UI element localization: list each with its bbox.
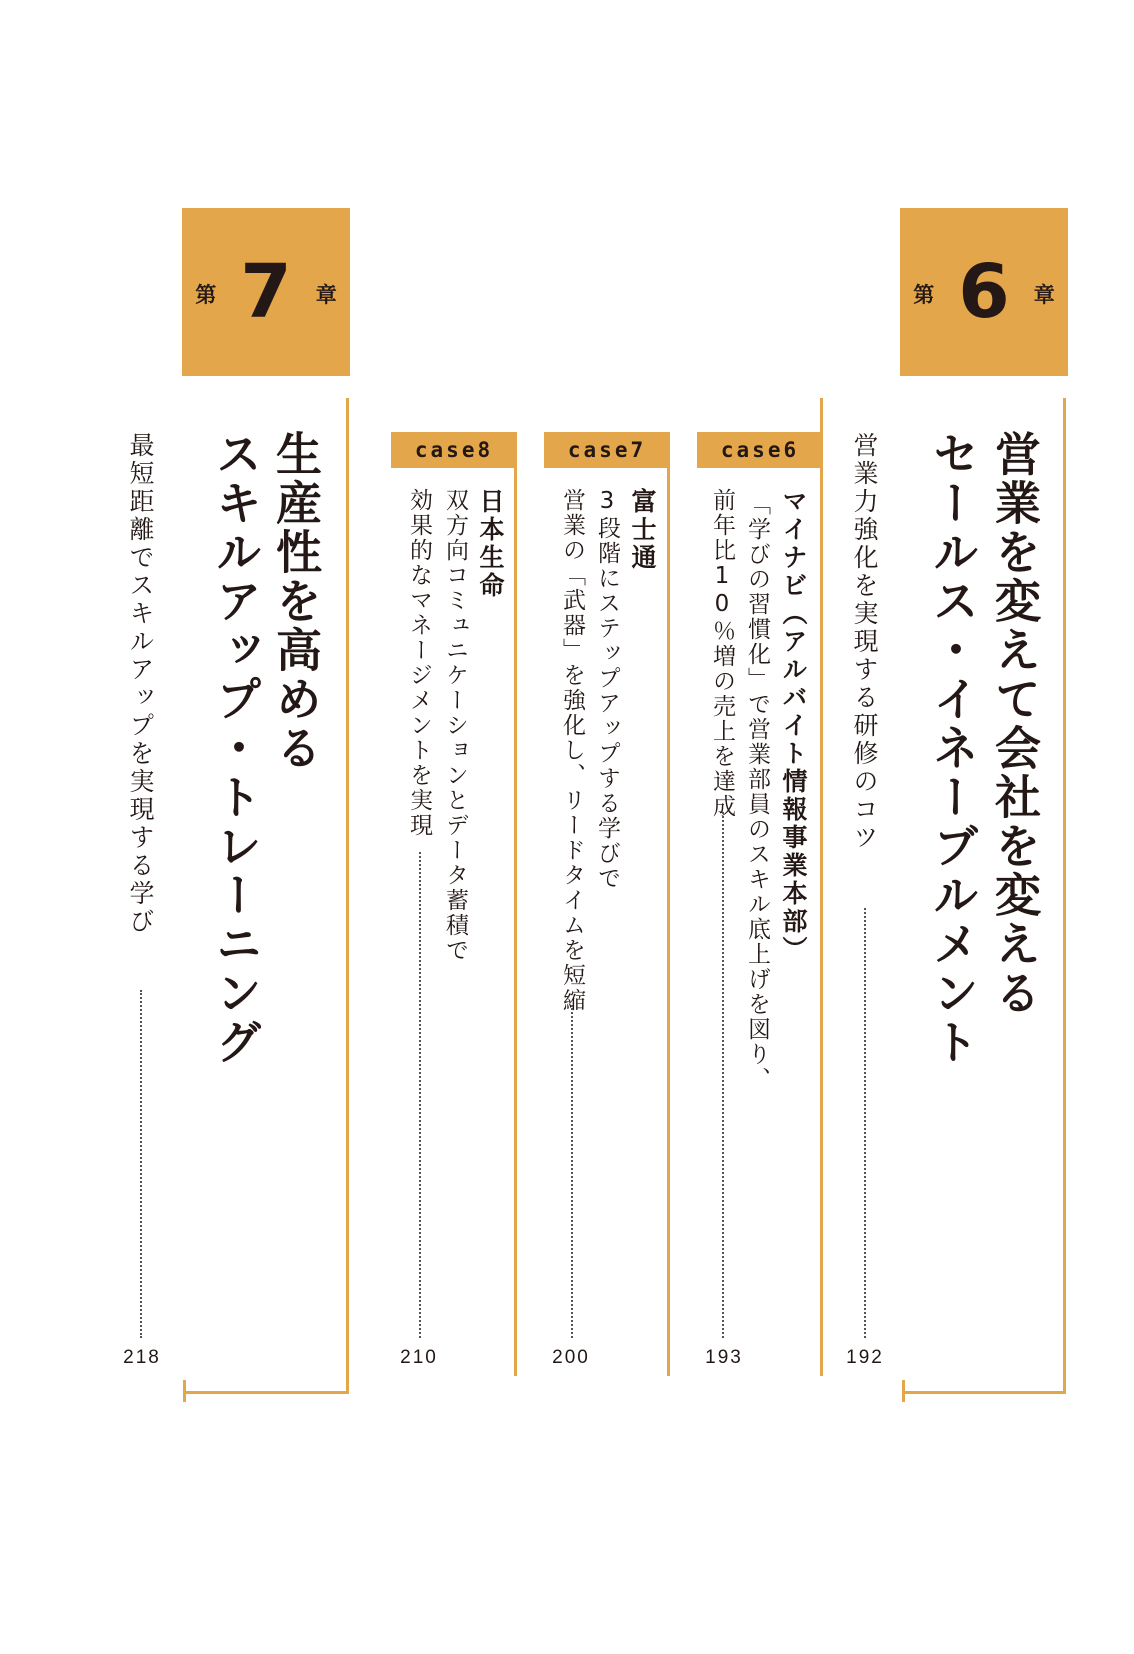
- chapter6-suffix: 章: [1033, 283, 1055, 307]
- chapter7-number: 7: [240, 249, 292, 335]
- chapter7-title-line2: スキルアップ・トレーニング: [209, 430, 263, 1067]
- case7-divider: [667, 432, 670, 1376]
- case8-divider: [514, 432, 517, 1376]
- chapter7-frame-bottom: [183, 1391, 349, 1394]
- case6-tag: case6: [720, 438, 800, 462]
- case6-leader: [722, 812, 724, 1338]
- case8-company[interactable]: 日本生命: [476, 488, 505, 600]
- case7-desc-line2: 営業の「武器」を強化し、リードタイムを短縮: [559, 488, 585, 1013]
- chapter6-entry[interactable]: 営業力強化を実現する研修のコツ: [850, 432, 879, 852]
- case8-desc-line1: 双方向コミュニケーションとデータ蓄積で: [442, 488, 468, 963]
- chapter6-title-line2: セールス・イネーブルメント: [926, 430, 980, 1067]
- chapter6-frame-tick: [902, 1380, 905, 1402]
- case6-page: 193: [705, 1347, 743, 1368]
- case8-page: 210: [400, 1347, 438, 1368]
- case8-leader: [419, 852, 421, 1338]
- chapter7-title-line1: 生産性を高める: [269, 430, 323, 773]
- chapter6-frame-right: [1063, 398, 1066, 1394]
- case8-tab: [391, 432, 517, 468]
- chapter7-header: [182, 208, 350, 376]
- chapter7-suffix: 章: [315, 283, 337, 307]
- chapter6-frame-bottom: [902, 1391, 1066, 1394]
- chapter6-number: 6: [958, 249, 1010, 335]
- case6-tab: [697, 432, 823, 468]
- case6-desc-line2: 前年比10％増の売上を達成: [709, 488, 735, 819]
- case7-leader: [571, 1005, 573, 1338]
- case7-desc-line1: 3段階にステップアップする学びで: [594, 488, 620, 891]
- chapter6-title-line1: 営業を変えて会社を変える: [988, 430, 1042, 1018]
- case6-company[interactable]: マイナビ（アルバイト情報事業本部）: [779, 488, 808, 964]
- case8-tag: case8: [414, 438, 494, 462]
- case6-divider: [820, 398, 823, 1376]
- case7-company[interactable]: 富士通: [628, 488, 657, 572]
- chapter7-frame-tick: [183, 1380, 186, 1402]
- case7-tab: [544, 432, 670, 468]
- case6-desc-line1: 「学びの習慣化」で営業部員のスキル底上げを図り、: [744, 492, 770, 1092]
- case7-tag: case7: [567, 438, 647, 462]
- case7-page: 200: [552, 1347, 590, 1368]
- chapter7-entry-page: 218: [123, 1347, 161, 1368]
- chapter6-prefix: 第: [913, 283, 935, 307]
- chapter7-entry[interactable]: 最短距離でスキルアップを実現する学び: [126, 432, 155, 936]
- chapter6-entry-page: 192: [846, 1347, 884, 1368]
- chapter7-frame-right: [346, 398, 349, 1394]
- chapter7-prefix: 第: [195, 283, 217, 307]
- chapter6-header: [900, 208, 1068, 376]
- case8-desc-line2: 効果的なマネージメントを実現: [406, 488, 432, 838]
- chapter7-entry-leader: [140, 990, 142, 1338]
- chapter6-entry-leader: [864, 908, 866, 1338]
